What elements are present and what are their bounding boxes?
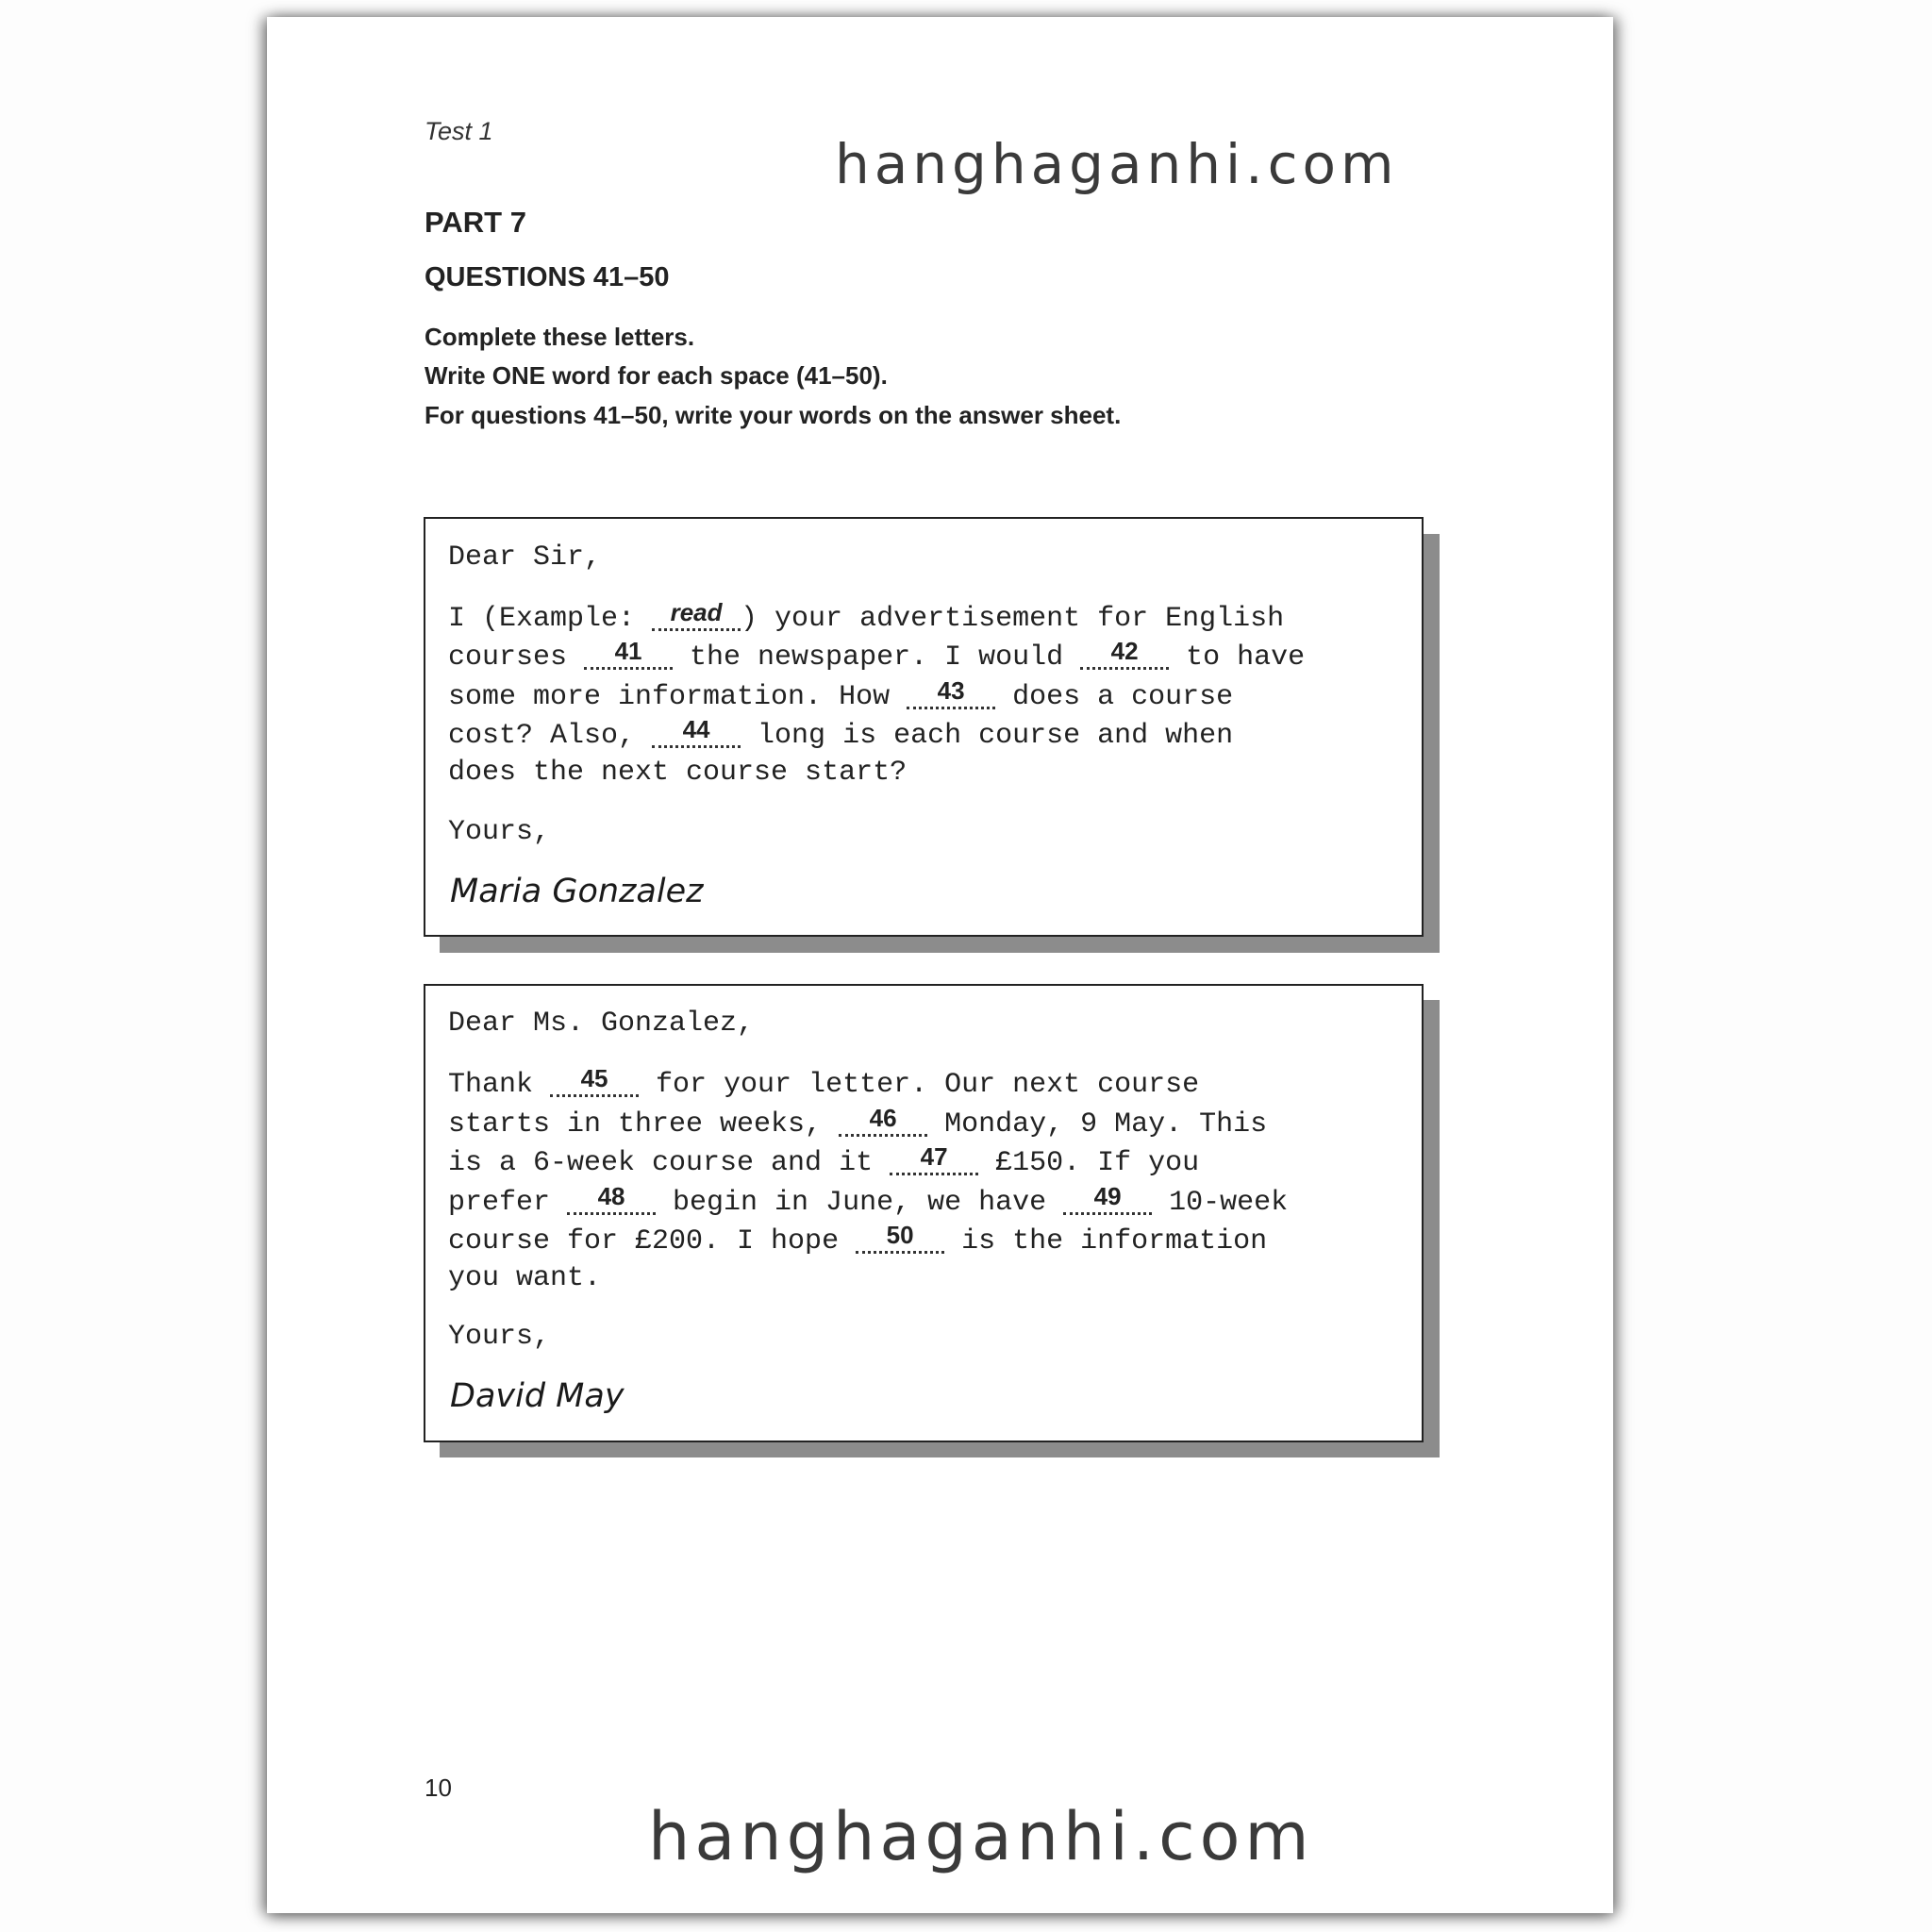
instruction-line: For questions 41–50, write your words on the answer sheet. xyxy=(425,401,1122,429)
letter2-text: prefer xyxy=(448,1187,568,1219)
part-title: PART 7 xyxy=(425,206,526,239)
letter2-text: £150. If you xyxy=(978,1147,1200,1179)
letter2-signature: David May xyxy=(450,1377,625,1415)
letter1-line: does the next course start? xyxy=(448,757,908,789)
letter1-signature: Maria Gonzalez xyxy=(450,873,704,910)
letter1-line xyxy=(448,639,1305,674)
answer-gap-43[interactable]: 43 xyxy=(907,678,995,709)
letter1-text: to have xyxy=(1169,641,1306,674)
letter1-closing: Yours, xyxy=(448,816,551,848)
letter2-text: starts in three weeks, xyxy=(448,1108,840,1141)
instruction-line: Complete these letters. xyxy=(425,323,695,351)
letter2-salutation: Dear Ms. Gonzalez, xyxy=(448,1008,755,1040)
letter1-line xyxy=(448,600,1284,635)
letter1-text: long is each course and when xyxy=(741,720,1234,752)
letter2-text: Thank xyxy=(448,1069,551,1101)
letter1-text: cost? Also, xyxy=(448,720,653,752)
watermark-top: hanghaganhi.com xyxy=(835,132,1399,196)
letter2-line xyxy=(448,1184,1288,1219)
letter2-text: is the information xyxy=(944,1225,1268,1257)
letter1-text: I (Example: xyxy=(448,603,653,635)
letter2-text: is a 6-week course and it xyxy=(448,1147,891,1179)
instruction-line: Write ONE word for each space (41–50). xyxy=(425,361,888,390)
answer-gap-44[interactable]: 44 xyxy=(652,717,741,748)
page-number: 10 xyxy=(425,1774,452,1802)
answer-gap-48[interactable]: 48 xyxy=(567,1184,656,1215)
letter1-text: does a course xyxy=(995,681,1234,713)
letter2-line xyxy=(448,1066,1199,1101)
test-label: Test 1 xyxy=(425,117,493,145)
letter2-line xyxy=(448,1223,1267,1257)
letter2-closing: Yours, xyxy=(448,1321,551,1353)
letter1-text: the newspaper. I would xyxy=(673,641,1081,674)
letter2-line xyxy=(448,1106,1267,1141)
letter1-text: ) your advertisement for English xyxy=(741,603,1285,635)
answer-gap-41[interactable]: 41 xyxy=(584,639,673,670)
watermark-bottom: hanghaganhi.com xyxy=(648,1798,1314,1875)
document-sheet xyxy=(267,17,1613,1913)
letter2-text: course for £200. I hope xyxy=(448,1225,857,1257)
letter1-text: some more information. How xyxy=(448,681,908,713)
answer-gap-42[interactable]: 42 xyxy=(1080,639,1169,670)
letter2-text: Monday, 9 May. This xyxy=(927,1108,1268,1141)
letter2-line xyxy=(448,1144,1199,1179)
example-gap: read xyxy=(652,600,741,631)
letter2-text: begin in June, we have xyxy=(656,1187,1064,1219)
letter2-line: you want. xyxy=(448,1262,602,1294)
letter1-line xyxy=(448,678,1233,713)
answer-gap-50[interactable]: 50 xyxy=(856,1223,944,1254)
letter2-text: for your letter. Our next course xyxy=(639,1069,1200,1101)
answer-gap-46[interactable]: 46 xyxy=(839,1106,927,1137)
answer-gap-47[interactable]: 47 xyxy=(890,1144,978,1175)
answer-gap-45[interactable]: 45 xyxy=(550,1066,639,1097)
questions-title: QUESTIONS 41–50 xyxy=(425,262,670,292)
answer-gap-49[interactable]: 49 xyxy=(1063,1184,1152,1215)
letter1-salutation: Dear Sir, xyxy=(448,541,602,574)
letter2-text: 10-week xyxy=(1152,1187,1289,1219)
letter1-line xyxy=(448,717,1233,752)
letter1-text: courses xyxy=(448,641,585,674)
